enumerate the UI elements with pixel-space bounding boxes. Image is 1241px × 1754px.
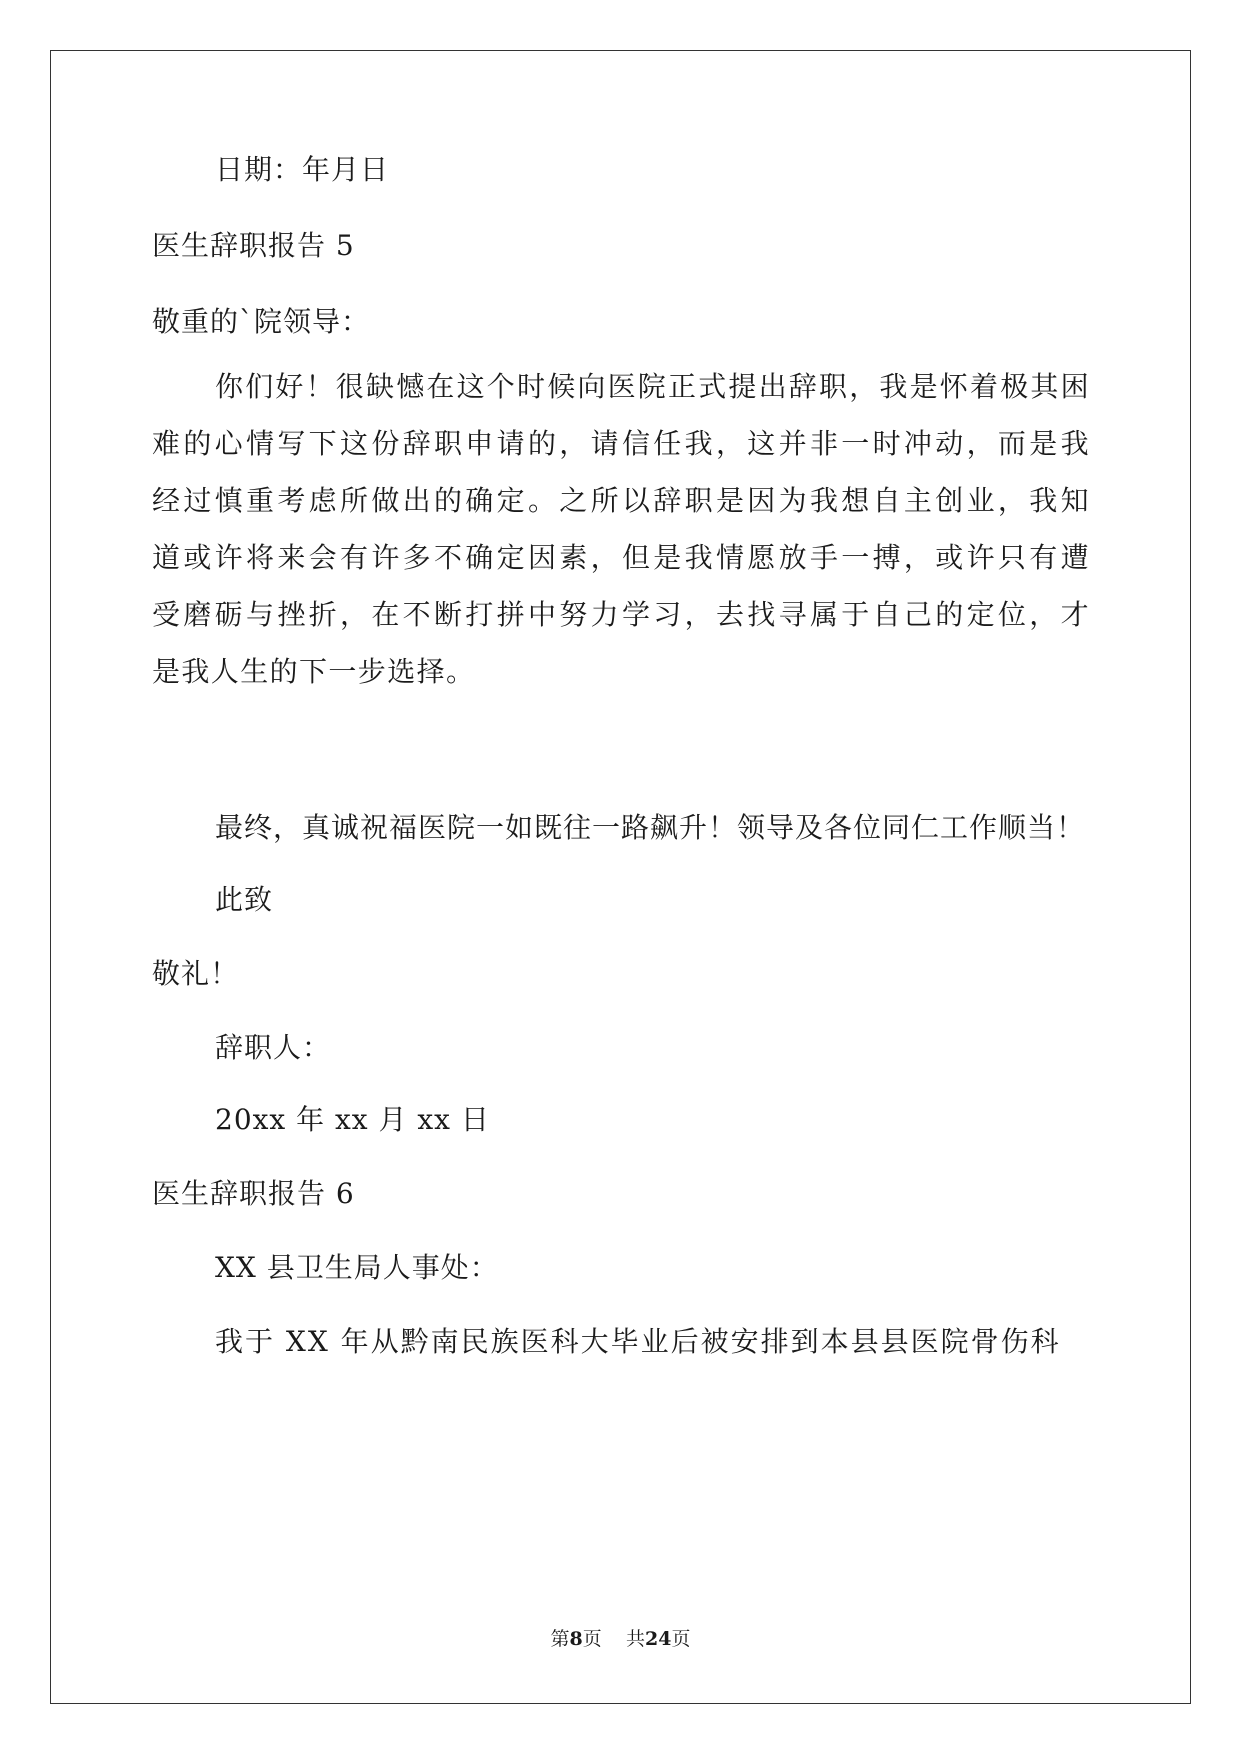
footer-total-prefix: 共: [625, 1628, 645, 1650]
section-title-5: 医生辞职报告 5: [152, 229, 355, 262]
page-border: [50, 50, 1191, 1704]
footer-total-pages: 24: [644, 1628, 672, 1650]
footer-page-number: 8: [569, 1628, 583, 1650]
body-line-4: 道或许将来会有许多不确定因素，但是我情愿放手一搏，或许只有遭: [152, 541, 1090, 574]
section-title-6: 医生辞职报告 6: [152, 1177, 355, 1210]
body-line-2: 难的心情写下这份辞职申请的，请信任我，这并非一时冲动，而是我: [152, 427, 1090, 460]
footer-page-prefix: 第: [550, 1628, 570, 1650]
page-footer: [0, 1627, 1241, 1651]
date-line: 日期：年月日: [215, 153, 390, 186]
para6-line-1: 我于 XX 年从黔南民族医科大毕业后被安排到本县县医院骨伤科: [215, 1325, 1061, 1358]
signer-line: 辞职人：: [215, 1031, 332, 1064]
body-line-6: 是我人生的下一步选择。: [152, 655, 476, 688]
signature-date: 20xx 年 xx 月 xx 日: [215, 1103, 490, 1136]
addressee-6: XX 县卫生局人事处：: [215, 1251, 499, 1284]
cizhi-line: 此致: [215, 883, 274, 916]
salutation: 敬重的`院领导：: [152, 305, 371, 338]
closing-paragraph: 最终，真诚祝福医院一如既往一路飙升！领导及各位同仁工作顺当！: [215, 811, 1086, 844]
footer-page-suffix: 页: [582, 1628, 602, 1650]
body-line-1: 你们好！很缺憾在这个时候向医院正式提出辞职，我是怀着极其困: [215, 370, 1090, 403]
body-paragraph: [152, 358, 1090, 700]
footer-total-suffix: 页: [671, 1628, 691, 1650]
body-line-5: 受磨砺与挫折，在不断打拼中努力学习，去找寻属于自己的定位，才: [152, 598, 1090, 631]
jingli-line: 敬礼！: [152, 957, 240, 990]
body-line-3: 经过慎重考虑所做出的确定。之所以辞职是因为我想自主创业，我知: [152, 484, 1090, 517]
